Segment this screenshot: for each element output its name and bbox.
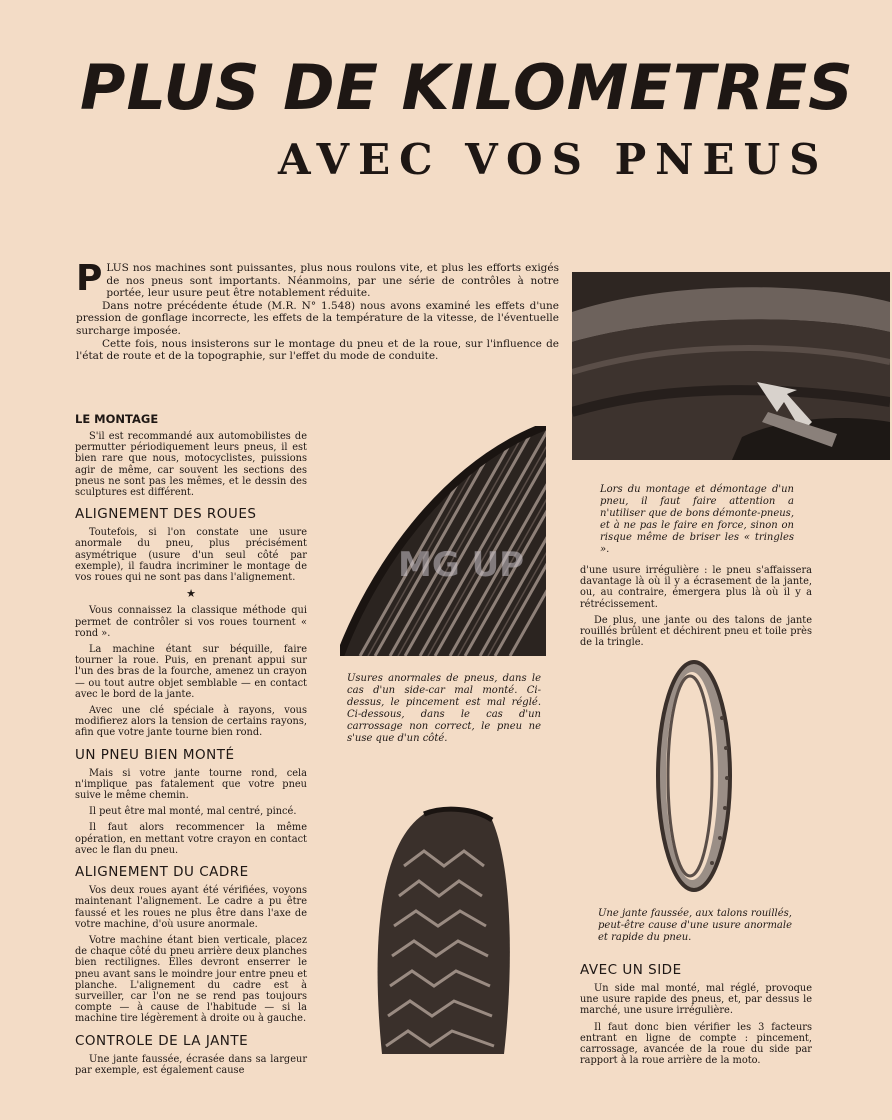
methode-paragraph-2: La machine étant sur béquille, faire tourner la roue. Puis, en prenant appui sur l'un des bras de la fourche, amenez un crayon — ou tout autre objet semblable — en contact avec le bord de la jante. xyxy=(75,644,307,700)
caption-montage: Lors du montage et démontage d'un pneu, il faut faire attention a n'utiliser que de bons démonte-pneus, et à ne pas le faire en force, sinon on risque même de briser les « tringles ». xyxy=(600,484,794,555)
watermark-text: MG UP xyxy=(398,545,525,585)
title-line-2: AVEC VOS PNEUS xyxy=(278,135,829,184)
alignement-roues-heading: ALIGNEMENT DES ROUES xyxy=(75,506,257,523)
title-line-1: PLUS DE KILOMETRES xyxy=(80,51,854,124)
pneu-monte-paragraph-2: Il peut être mal monté, mal centré, pincé. xyxy=(89,806,297,818)
cadre-paragraph-2: Votre machine étant bien verticale, placez de chaque côté du pneu arrière deux planches bien rectilignes. Elles devront enserrer le pneu avant sans le moindre jour entre pneu et planche. L'alignement du cadre est à surveiller, car l'on ne se rend pas toujours compte — à cause de l'habitude — si la machine tire légèrement à droite ou à gauche. xyxy=(75,934,307,1025)
cadre-paragraph-1: Vos deux roues ayant été vérifiées, voyons maintenant l'alignement. Le cadre a pu être faussé et les roues ne plus être dans l'axe de votre machine, d'où usure anormale. xyxy=(75,885,307,930)
bent-rim-photo xyxy=(652,658,736,894)
left-column xyxy=(75,412,307,1081)
alignement-roues-paragraph: Toutefois, si l'on constate une usure anormale du pneu, plus précisément asymétrique (usure d'un seul côté par exemple), il faudra incriminer le montage de vos roues qui ne sont pas dans l'alignement. xyxy=(75,527,307,584)
montage-paragraph: S'il est recommandé aux automobilistes de permutter périodiquement leurs pneus, il est bien rare que nous, motocyclistes, puissions agir de même, car souvent les sections des pneus ne sont pas les mêmes, et le dessin des sculptures est différent. xyxy=(75,431,307,499)
right-paragraph-2: De plus, une jante ou des talons de jante rouillés brûlent et déchirent pneu et toile près de la tringle. xyxy=(580,614,812,649)
intro-paragraph-2: Dans notre précédente étude (M.R. N° 1.548) nous avons examiné les effets d'une pression de gonflage incorrecte, les effets de la température de la vitesse, de l'éventuelle surcharge imposée. xyxy=(76,299,559,337)
jante-heading: CONTROLE DE LA JANTE xyxy=(75,1032,249,1049)
tire-tread-diagonal-photo xyxy=(340,426,546,656)
methode-paragraph-1: Vous connaissez la classique méthode qui permet de contrôler si vos roues tournent « rond ». xyxy=(75,605,307,639)
star-separator: ★ xyxy=(186,587,196,601)
pneu-monte-heading: UN PNEU BIEN MONTÉ xyxy=(75,746,235,763)
caption-jante: Une jante faussée, aux talons rouillés, peut-être cause d'une usure anormale et rapide du pneu. xyxy=(598,908,792,943)
methode-paragraph-3: Avec une clé spéciale à rayons, vous modifierez alors la tension de certains rayons, afin que votre jante tourne bien rond. xyxy=(75,705,307,739)
intro-text xyxy=(76,258,559,363)
drop-cap: P xyxy=(76,258,103,299)
pneu-monte-paragraph-1: Mais si votre jante tourne rond, cela n'implique pas fatalement que votre pneu suive le même chemin. xyxy=(75,767,307,802)
side-paragraph-2: Il faut donc bien vérifier les 3 facteurs entrant en ligne de compte : pincement, carrossage, avancée de la roue du side par rapport à la roue arrière de la moto. xyxy=(580,1021,812,1067)
intro-paragraph-1: LUS nos machines sont puissantes, plus nous roulons vite, et plus les efforts exigés de nos pneus sont importants. Néanmoins, par une série de contrôles à notre portée, leur usure peut être notablement réduite. xyxy=(106,262,559,300)
caption-usures: Usures anormales de pneus, dans le cas d'un side-car mal monté. Ci-dessus, le pincement est mal réglé. Ci-dessous, dans le cas d'un carrossage non correct, le pneu ne s'use que d'un côté. xyxy=(347,673,541,744)
tire-lever-mounting-photo xyxy=(572,272,890,460)
right-paragraph-1: d'une usure irrégulière : le pneu s'affaissera davantage là où il y a écrasement de la jante, ou, au contraire, émergera plus là où il y a rétrécissement. xyxy=(580,565,812,610)
pneu-monte-paragraph-3: Il faut alors recommencer la même opération, en mettant votre crayon en contact avec le flan du pneu. xyxy=(75,822,307,856)
right-column-top xyxy=(580,565,812,653)
intro-paragraph-3: Cette fois, nous insisterons sur le montage du pneu et de la roue, sur l'influence de l'état de route et de la topographie, sur l'effet du mode de conduite. xyxy=(76,337,559,363)
montage-heading: LE MONTAGE xyxy=(75,412,159,426)
jante-paragraph: Une jante faussée, écrasée dans sa largeur par exemple, est également cause xyxy=(75,1053,307,1076)
cadre-heading: ALIGNEMENT DU CADRE xyxy=(75,864,249,881)
right-column-bottom xyxy=(580,962,812,1071)
side-heading: AVEC UN SIDE xyxy=(580,962,682,978)
worn-tire-tread-photo xyxy=(364,806,516,1054)
side-paragraph-1: Un side mal monté, mal réglé, provoque une usure rapide des pneus, et, par dessus le marché, une usure irrégulière. xyxy=(580,983,812,1017)
